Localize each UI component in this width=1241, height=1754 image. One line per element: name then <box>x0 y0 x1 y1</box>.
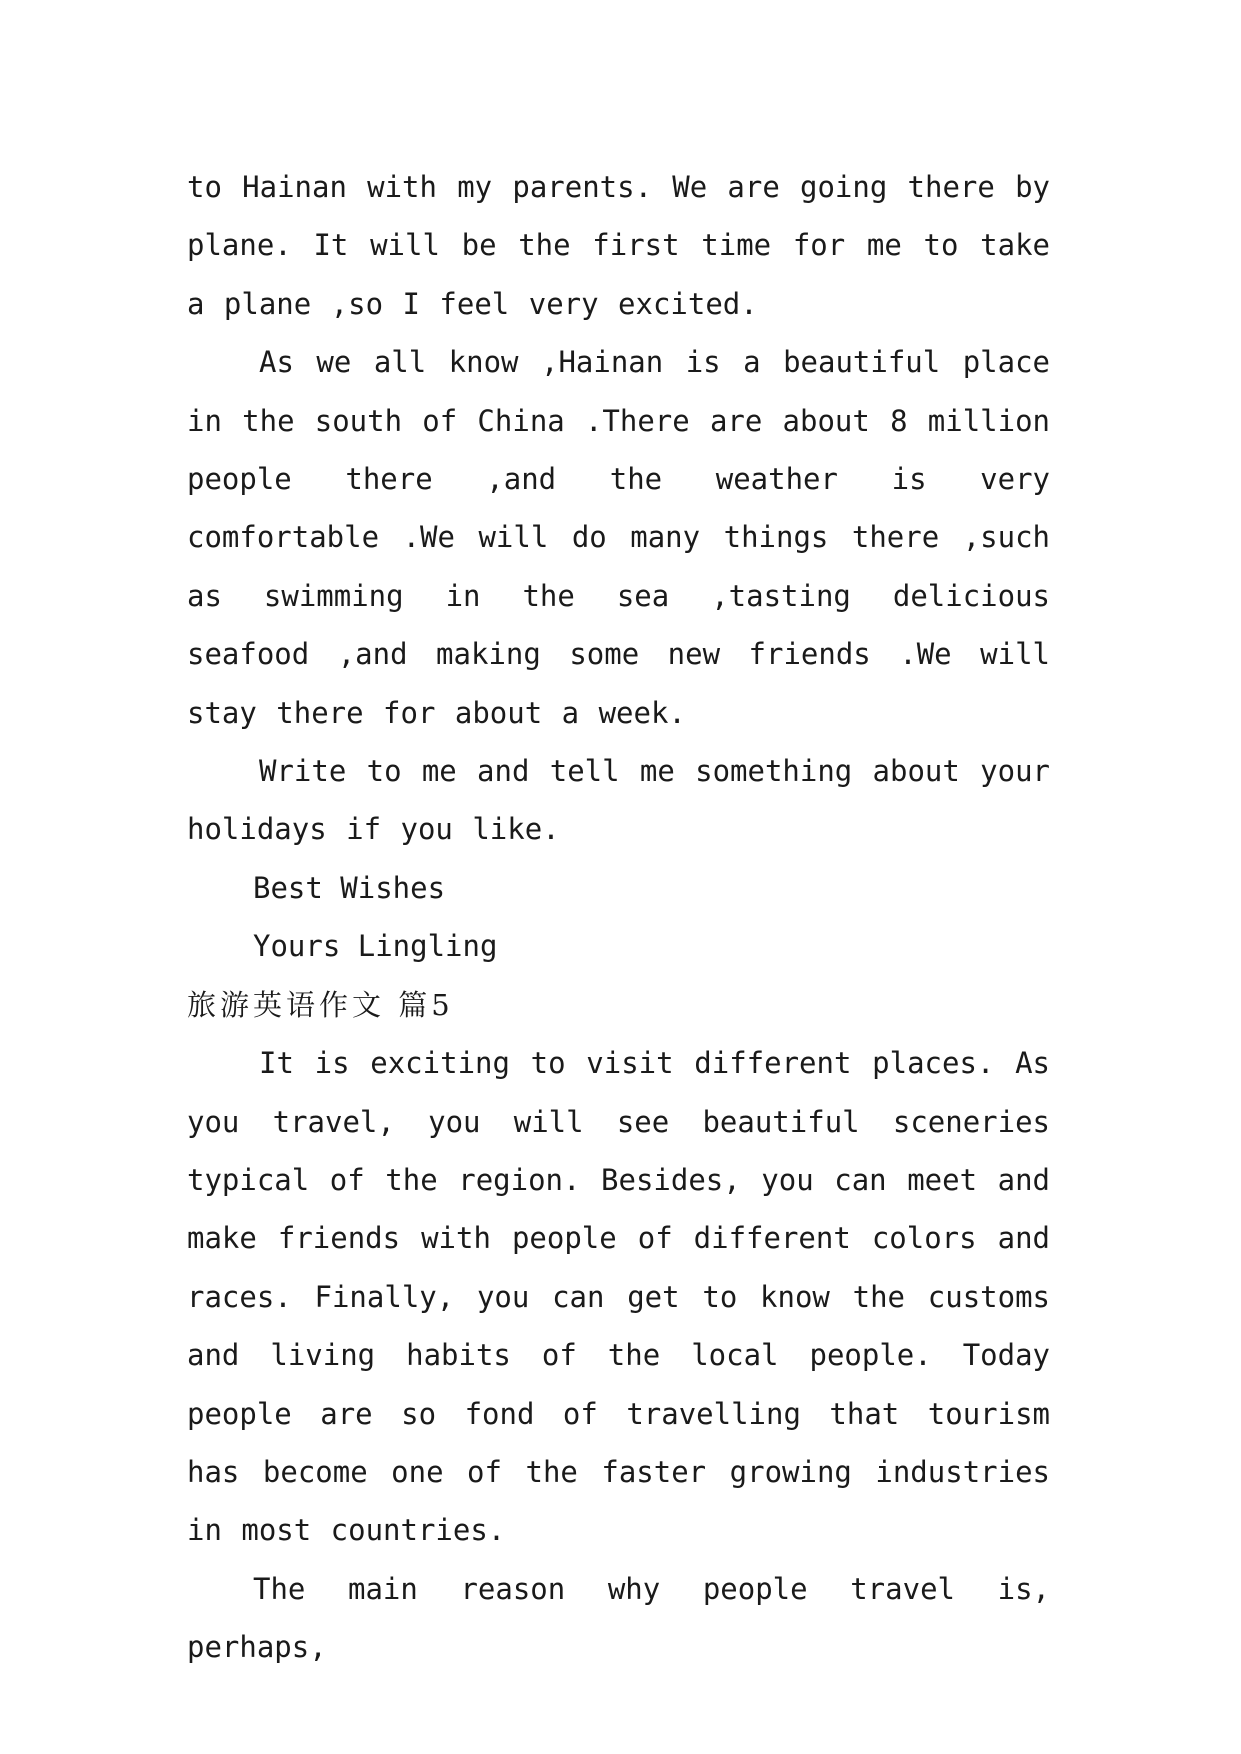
section-heading: 旅游英语作文 篇5 <box>187 987 454 1022</box>
paragraph-hainan: As we all know ,Hainan is a beautiful place in the south of China .There are about 8 million people there ,and the weather is very comfortable .We will do many things there ,such as swimming in the sea ,tasting delicious seafood ,and making some new friends .We will stay there for about a week. <box>187 345 1050 730</box>
document-page <box>187 158 1050 1677</box>
paragraph-main-reason: The main reason why people travel is, perhaps, <box>187 1571 1050 1665</box>
paragraph-continuation: to Hainan with my parents. We are going there by plane. It will be the first time for me to take a plane ,so I feel very excited. <box>187 170 1050 321</box>
paragraph-travel-intro: It is exciting to visit different places. As you travel, you will see beautiful sceneries typical of the region. Besides, you can meet and make friends with people of different colors and races. Finally, you can get to know the customs and living habits of the local people. Today people are so fond of travelling that tourism has become one of the faster growing industries in most countries. <box>187 1046 1050 1548</box>
letter-signature: Yours Lingling <box>253 929 498 964</box>
letter-closing: Best Wishes <box>253 870 446 905</box>
paragraph-write-to-me: Write to me and tell me something about your holidays if you like. <box>187 754 1050 847</box>
